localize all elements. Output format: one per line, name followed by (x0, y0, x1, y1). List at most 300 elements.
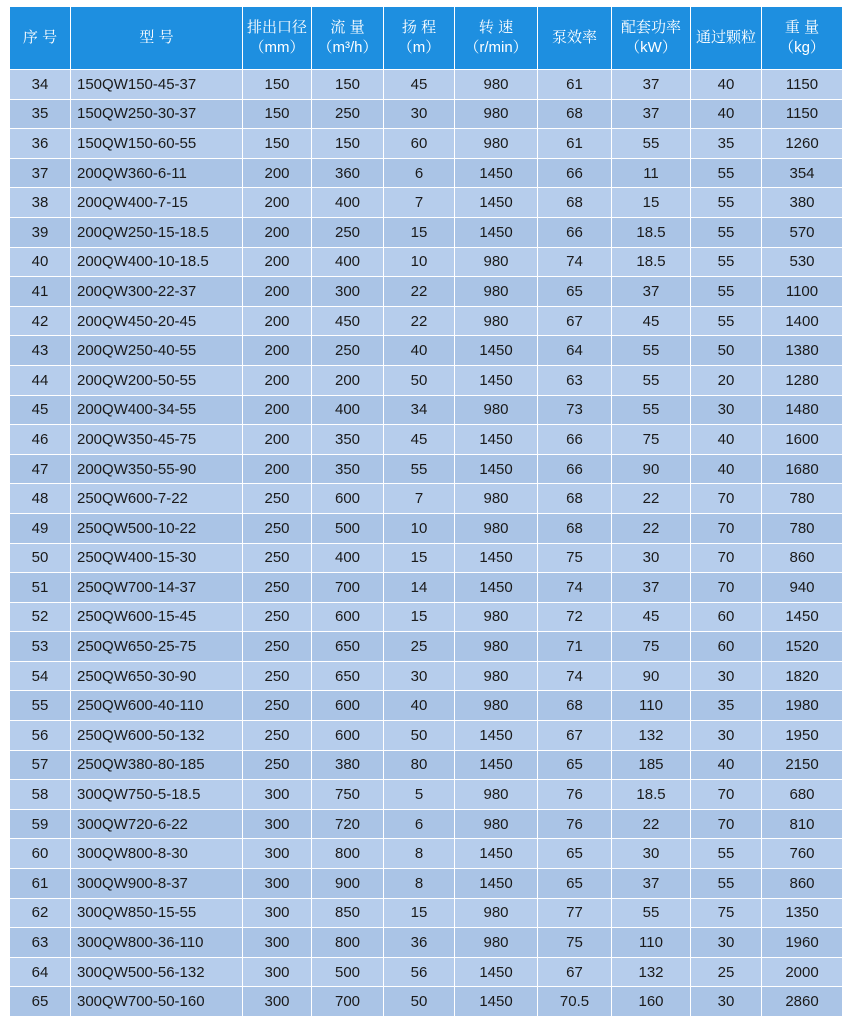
cell-flow: 900 (312, 869, 384, 899)
cell-particle: 55 (691, 217, 762, 247)
cell-outlet: 150 (243, 70, 312, 100)
cell-particle: 55 (691, 277, 762, 307)
cell-power: 90 (612, 661, 691, 691)
cell-particle: 70 (691, 573, 762, 603)
cell-flow: 500 (312, 513, 384, 543)
cell-outlet: 300 (243, 928, 312, 958)
cell-efficiency: 74 (538, 573, 612, 603)
cell-weight: 1520 (762, 632, 843, 662)
cell-head: 25 (384, 632, 455, 662)
cell-speed: 980 (455, 70, 538, 100)
cell-flow: 250 (312, 217, 384, 247)
cell-speed: 980 (455, 306, 538, 336)
cell-power: 45 (612, 306, 691, 336)
cell-index: 62 (10, 898, 71, 928)
cell-weight: 860 (762, 543, 843, 573)
cell-head: 10 (384, 513, 455, 543)
cell-head: 45 (384, 425, 455, 455)
cell-index: 57 (10, 750, 71, 780)
col-header-power-name: 配套功率 (620, 19, 681, 36)
cell-outlet: 250 (243, 484, 312, 514)
cell-power: 37 (612, 99, 691, 129)
cell-head: 7 (384, 484, 455, 514)
cell-flow: 800 (312, 839, 384, 869)
cell-outlet: 250 (243, 691, 312, 721)
cell-speed: 980 (455, 513, 538, 543)
cell-power: 132 (612, 721, 691, 751)
cell-particle: 55 (691, 869, 762, 899)
cell-flow: 150 (312, 70, 384, 100)
cell-particle: 40 (691, 750, 762, 780)
cell-particle: 20 (691, 365, 762, 395)
cell-model: 300QW700-50-160 (71, 987, 243, 1017)
cell-power: 110 (612, 928, 691, 958)
cell-model: 250QW400-15-30 (71, 543, 243, 573)
cell-outlet: 250 (243, 750, 312, 780)
table-row (10, 780, 843, 810)
col-header-model (71, 7, 243, 70)
cell-model: 200QW300-22-37 (71, 277, 243, 307)
cell-flow: 150 (312, 129, 384, 159)
cell-outlet: 300 (243, 839, 312, 869)
cell-index: 55 (10, 691, 71, 721)
cell-particle: 25 (691, 957, 762, 987)
cell-speed: 980 (455, 129, 538, 159)
col-header-speed-name: 转 速 (478, 19, 514, 36)
cell-head: 30 (384, 661, 455, 691)
cell-particle: 70 (691, 543, 762, 573)
cell-outlet: 200 (243, 188, 312, 218)
table-row (10, 543, 843, 573)
cell-flow: 600 (312, 721, 384, 751)
cell-model: 200QW350-45-75 (71, 425, 243, 455)
cell-index: 38 (10, 188, 71, 218)
cell-head: 7 (384, 188, 455, 218)
cell-head: 34 (384, 395, 455, 425)
cell-speed: 980 (455, 632, 538, 662)
cell-weight: 2150 (762, 750, 843, 780)
cell-head: 15 (384, 217, 455, 247)
cell-model: 150QW150-60-55 (71, 129, 243, 159)
cell-weight: 1450 (762, 602, 843, 632)
cell-particle: 30 (691, 395, 762, 425)
cell-flow: 750 (312, 780, 384, 810)
cell-model: 200QW360-6-11 (71, 158, 243, 188)
cell-index: 58 (10, 780, 71, 810)
cell-model: 300QW750-5-18.5 (71, 780, 243, 810)
cell-head: 45 (384, 70, 455, 100)
table-row (10, 721, 843, 751)
cell-model: 250QW380-80-185 (71, 750, 243, 780)
cell-power: 37 (612, 573, 691, 603)
table-row (10, 573, 843, 603)
cell-index: 47 (10, 454, 71, 484)
cell-flow: 720 (312, 809, 384, 839)
cell-head: 8 (384, 869, 455, 899)
table-row (10, 277, 843, 307)
cell-efficiency: 66 (538, 454, 612, 484)
col-header-flow-unit: （m³/h） (317, 39, 378, 56)
cell-index: 39 (10, 217, 71, 247)
cell-model: 300QW720-6-22 (71, 809, 243, 839)
cell-outlet: 200 (243, 365, 312, 395)
table-row (10, 336, 843, 366)
cell-outlet: 200 (243, 454, 312, 484)
cell-power: 160 (612, 987, 691, 1017)
cell-weight: 1960 (762, 928, 843, 958)
cell-index: 42 (10, 306, 71, 336)
cell-efficiency: 64 (538, 336, 612, 366)
cell-speed: 1450 (455, 365, 538, 395)
cell-speed: 980 (455, 898, 538, 928)
cell-flow: 200 (312, 365, 384, 395)
table-row (10, 632, 843, 662)
cell-power: 18.5 (612, 247, 691, 277)
cell-efficiency: 67 (538, 957, 612, 987)
cell-index: 60 (10, 839, 71, 869)
cell-index: 63 (10, 928, 71, 958)
cell-weight: 1150 (762, 70, 843, 100)
col-header-particle (691, 7, 762, 70)
cell-power: 15 (612, 188, 691, 218)
cell-flow: 700 (312, 573, 384, 603)
cell-flow: 500 (312, 957, 384, 987)
table-header-row (10, 7, 843, 70)
table-row (10, 306, 843, 336)
cell-flow: 600 (312, 484, 384, 514)
cell-index: 59 (10, 809, 71, 839)
table-row (10, 129, 843, 159)
cell-model: 250QW650-30-90 (71, 661, 243, 691)
cell-power: 37 (612, 869, 691, 899)
cell-particle: 30 (691, 928, 762, 958)
col-header-index-text: 序 号 (22, 29, 58, 46)
cell-particle: 40 (691, 425, 762, 455)
col-header-weight-name: 重 量 (784, 19, 820, 36)
cell-power: 18.5 (612, 780, 691, 810)
cell-outlet: 200 (243, 395, 312, 425)
cell-model: 300QW800-8-30 (71, 839, 243, 869)
cell-efficiency: 68 (538, 188, 612, 218)
cell-efficiency: 68 (538, 691, 612, 721)
cell-weight: 1400 (762, 306, 843, 336)
cell-head: 40 (384, 691, 455, 721)
cell-head: 50 (384, 987, 455, 1017)
col-header-outlet-name: 排出口径 (246, 19, 307, 36)
cell-index: 48 (10, 484, 71, 514)
col-header-model-text: 型 号 (139, 29, 174, 46)
cell-outlet: 200 (243, 336, 312, 366)
cell-particle: 30 (691, 661, 762, 691)
cell-weight: 2000 (762, 957, 843, 987)
cell-speed: 1450 (455, 721, 538, 751)
cell-efficiency: 73 (538, 395, 612, 425)
cell-weight: 570 (762, 217, 843, 247)
cell-model: 300QW900-8-37 (71, 869, 243, 899)
cell-speed: 980 (455, 99, 538, 129)
cell-efficiency: 75 (538, 928, 612, 958)
cell-weight: 760 (762, 839, 843, 869)
cell-speed: 1450 (455, 425, 538, 455)
cell-model: 300QW850-15-55 (71, 898, 243, 928)
cell-index: 64 (10, 957, 71, 987)
cell-weight: 1380 (762, 336, 843, 366)
cell-speed: 1450 (455, 987, 538, 1017)
cell-particle: 55 (691, 158, 762, 188)
cell-head: 50 (384, 721, 455, 751)
cell-head: 22 (384, 277, 455, 307)
cell-speed: 980 (455, 780, 538, 810)
cell-outlet: 150 (243, 99, 312, 129)
cell-speed: 1450 (455, 336, 538, 366)
cell-model: 250QW500-10-22 (71, 513, 243, 543)
cell-weight: 1260 (762, 129, 843, 159)
cell-particle: 70 (691, 780, 762, 810)
cell-model: 200QW250-40-55 (71, 336, 243, 366)
table-row (10, 425, 843, 455)
cell-particle: 30 (691, 987, 762, 1017)
cell-outlet: 250 (243, 573, 312, 603)
cell-particle: 40 (691, 70, 762, 100)
cell-efficiency: 76 (538, 780, 612, 810)
cell-weight: 680 (762, 780, 843, 810)
cell-flow: 350 (312, 454, 384, 484)
cell-power: 11 (612, 158, 691, 188)
cell-index: 36 (10, 129, 71, 159)
cell-particle: 70 (691, 484, 762, 514)
cell-speed: 1450 (455, 217, 538, 247)
cell-model: 200QW450-20-45 (71, 306, 243, 336)
cell-outlet: 200 (243, 306, 312, 336)
cell-efficiency: 67 (538, 721, 612, 751)
col-header-speed-unit: （r/min） (464, 39, 528, 56)
cell-index: 44 (10, 365, 71, 395)
cell-power: 185 (612, 750, 691, 780)
cell-index: 65 (10, 987, 71, 1017)
cell-model: 200QW400-7-15 (71, 188, 243, 218)
cell-weight: 780 (762, 484, 843, 514)
cell-head: 55 (384, 454, 455, 484)
cell-power: 22 (612, 809, 691, 839)
cell-flow: 350 (312, 425, 384, 455)
cell-efficiency: 68 (538, 99, 612, 129)
cell-power: 37 (612, 277, 691, 307)
cell-particle: 40 (691, 99, 762, 129)
table-row (10, 602, 843, 632)
cell-model: 300QW500-56-132 (71, 957, 243, 987)
col-header-index (10, 7, 71, 70)
cell-power: 55 (612, 898, 691, 928)
cell-weight: 1980 (762, 691, 843, 721)
col-header-outlet (243, 7, 312, 70)
table-row (10, 809, 843, 839)
cell-outlet: 300 (243, 957, 312, 987)
cell-power: 18.5 (612, 217, 691, 247)
cell-efficiency: 63 (538, 365, 612, 395)
cell-flow: 360 (312, 158, 384, 188)
cell-weight: 1950 (762, 721, 843, 751)
cell-flow: 450 (312, 306, 384, 336)
cell-outlet: 250 (243, 661, 312, 691)
cell-particle: 30 (691, 721, 762, 751)
cell-head: 15 (384, 543, 455, 573)
cell-model: 250QW700-14-37 (71, 573, 243, 603)
cell-head: 30 (384, 99, 455, 129)
cell-particle: 55 (691, 306, 762, 336)
cell-model: 250QW600-50-132 (71, 721, 243, 751)
cell-head: 80 (384, 750, 455, 780)
col-header-flow (312, 7, 384, 70)
cell-particle: 55 (691, 247, 762, 277)
cell-speed: 1450 (455, 543, 538, 573)
cell-outlet: 250 (243, 513, 312, 543)
cell-outlet: 250 (243, 721, 312, 751)
cell-efficiency: 68 (538, 513, 612, 543)
cell-index: 41 (10, 277, 71, 307)
cell-head: 40 (384, 336, 455, 366)
col-header-flow-name: 流 量 (330, 19, 365, 36)
cell-flow: 700 (312, 987, 384, 1017)
table-row (10, 869, 843, 899)
cell-power: 55 (612, 365, 691, 395)
cell-power: 132 (612, 957, 691, 987)
cell-outlet: 200 (243, 158, 312, 188)
cell-particle: 40 (691, 454, 762, 484)
table-row (10, 987, 843, 1017)
cell-weight: 810 (762, 809, 843, 839)
cell-outlet: 250 (243, 543, 312, 573)
cell-index: 49 (10, 513, 71, 543)
cell-flow: 380 (312, 750, 384, 780)
cell-head: 60 (384, 129, 455, 159)
cell-index: 37 (10, 158, 71, 188)
cell-index: 34 (10, 70, 71, 100)
cell-head: 56 (384, 957, 455, 987)
cell-flow: 400 (312, 188, 384, 218)
table-row (10, 898, 843, 928)
cell-model: 300QW800-36-110 (71, 928, 243, 958)
cell-power: 55 (612, 336, 691, 366)
cell-weight: 780 (762, 513, 843, 543)
cell-weight: 1600 (762, 425, 843, 455)
table-row (10, 188, 843, 218)
cell-index: 51 (10, 573, 71, 603)
cell-flow: 600 (312, 691, 384, 721)
table-row (10, 691, 843, 721)
col-header-weight-unit: （kg） (779, 39, 825, 56)
cell-weight: 1680 (762, 454, 843, 484)
cell-model: 250QW600-7-22 (71, 484, 243, 514)
cell-speed: 980 (455, 691, 538, 721)
table-row (10, 454, 843, 484)
cell-model: 250QW650-25-75 (71, 632, 243, 662)
cell-flow: 650 (312, 632, 384, 662)
cell-speed: 980 (455, 247, 538, 277)
cell-weight: 380 (762, 188, 843, 218)
table-row (10, 839, 843, 869)
cell-efficiency: 67 (538, 306, 612, 336)
cell-outlet: 200 (243, 217, 312, 247)
cell-flow: 850 (312, 898, 384, 928)
cell-particle: 60 (691, 602, 762, 632)
cell-weight: 860 (762, 869, 843, 899)
cell-outlet: 300 (243, 898, 312, 928)
cell-head: 50 (384, 365, 455, 395)
cell-speed: 1450 (455, 158, 538, 188)
cell-efficiency: 65 (538, 750, 612, 780)
cell-efficiency: 65 (538, 277, 612, 307)
table-row (10, 70, 843, 100)
cell-outlet: 200 (243, 425, 312, 455)
cell-flow: 600 (312, 602, 384, 632)
cell-particle: 60 (691, 632, 762, 662)
cell-flow: 300 (312, 277, 384, 307)
cell-efficiency: 61 (538, 129, 612, 159)
cell-weight: 354 (762, 158, 843, 188)
cell-speed: 1450 (455, 750, 538, 780)
cell-particle: 75 (691, 898, 762, 928)
cell-index: 61 (10, 869, 71, 899)
col-header-speed (455, 7, 538, 70)
cell-particle: 35 (691, 129, 762, 159)
cell-head: 22 (384, 306, 455, 336)
cell-power: 55 (612, 129, 691, 159)
cell-efficiency: 65 (538, 869, 612, 899)
cell-outlet: 250 (243, 602, 312, 632)
cell-power: 45 (612, 602, 691, 632)
cell-efficiency: 74 (538, 247, 612, 277)
col-header-head (384, 7, 455, 70)
col-header-efficiency-text: 泵效率 (551, 29, 597, 46)
cell-speed: 980 (455, 277, 538, 307)
cell-model: 200QW400-10-18.5 (71, 247, 243, 277)
cell-model: 200QW200-50-55 (71, 365, 243, 395)
cell-efficiency: 77 (538, 898, 612, 928)
cell-power: 30 (612, 839, 691, 869)
cell-head: 15 (384, 898, 455, 928)
cell-efficiency: 65 (538, 839, 612, 869)
cell-model: 250QW600-15-45 (71, 602, 243, 632)
cell-index: 46 (10, 425, 71, 455)
cell-model: 200QW350-55-90 (71, 454, 243, 484)
cell-index: 40 (10, 247, 71, 277)
cell-outlet: 300 (243, 869, 312, 899)
cell-weight: 1280 (762, 365, 843, 395)
cell-outlet: 300 (243, 809, 312, 839)
cell-weight: 1350 (762, 898, 843, 928)
col-header-efficiency (538, 7, 612, 70)
cell-weight: 530 (762, 247, 843, 277)
cell-speed: 1450 (455, 188, 538, 218)
cell-head: 6 (384, 809, 455, 839)
table-row (10, 365, 843, 395)
cell-outlet: 300 (243, 987, 312, 1017)
cell-index: 35 (10, 99, 71, 129)
cell-outlet: 300 (243, 780, 312, 810)
cell-flow: 250 (312, 336, 384, 366)
cell-speed: 1450 (455, 957, 538, 987)
table-row (10, 247, 843, 277)
cell-efficiency: 75 (538, 543, 612, 573)
cell-weight: 1480 (762, 395, 843, 425)
pump-spec-table (9, 6, 843, 1017)
cell-index: 43 (10, 336, 71, 366)
cell-index: 45 (10, 395, 71, 425)
cell-speed: 980 (455, 602, 538, 632)
table-row (10, 484, 843, 514)
table-row (10, 513, 843, 543)
cell-speed: 980 (455, 484, 538, 514)
